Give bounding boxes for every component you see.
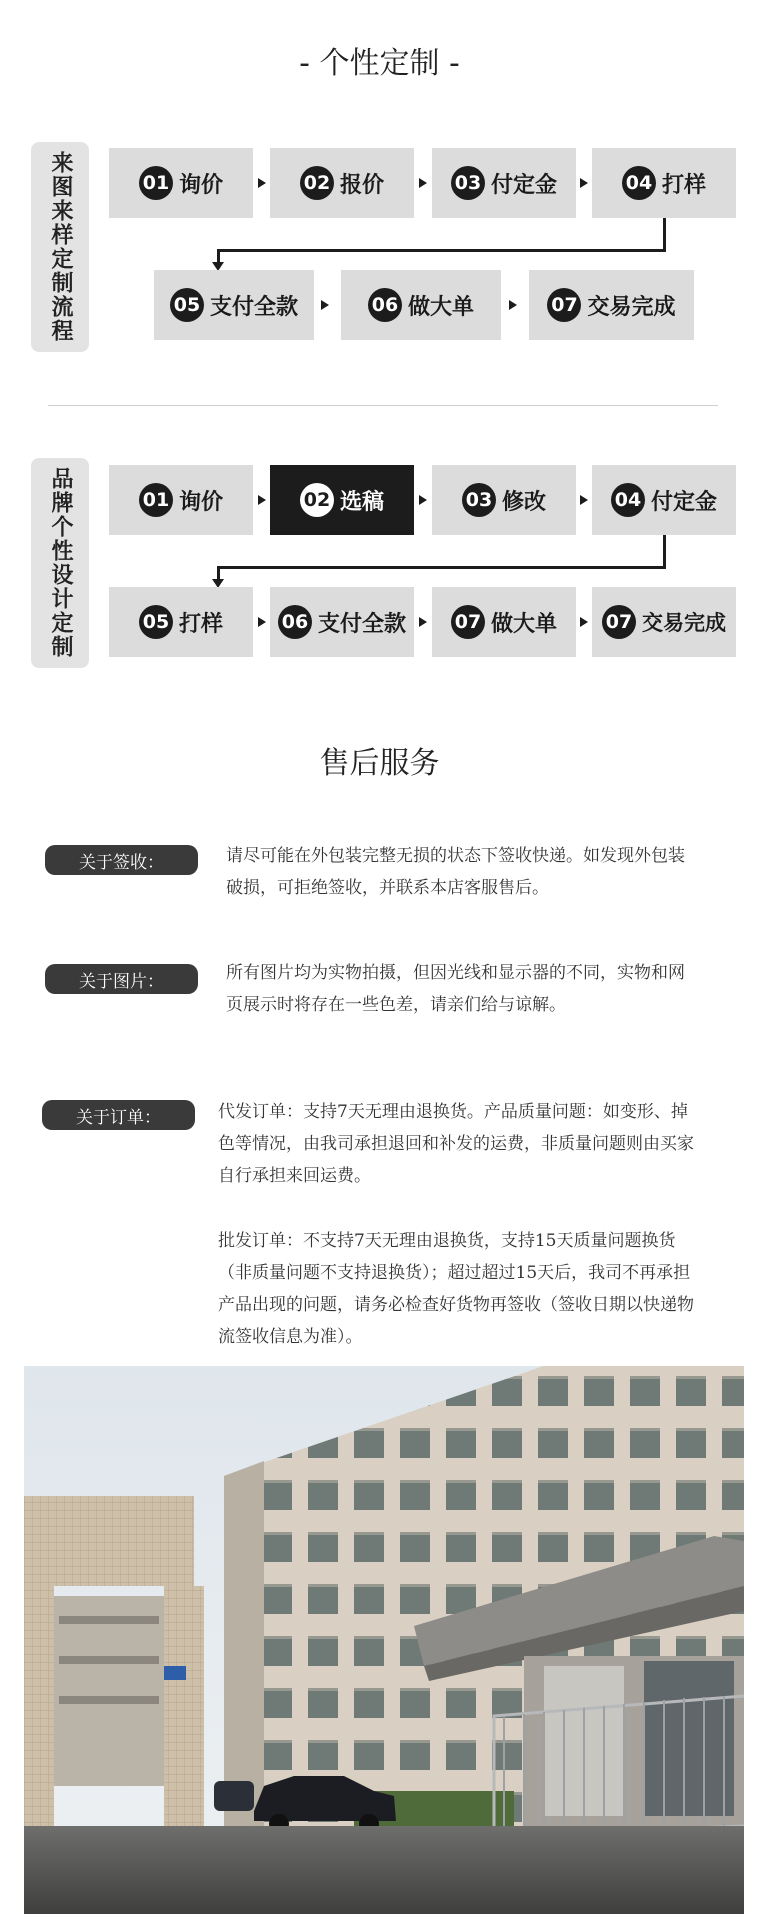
step-number: 01 xyxy=(139,166,173,200)
factory-photo xyxy=(24,1366,744,1914)
connector-line xyxy=(217,249,666,252)
after-sales-title: 售后服务 xyxy=(319,746,440,781)
flow1-step-5 xyxy=(154,270,314,340)
flow2-step-2 xyxy=(270,465,414,535)
flow2-step-8 xyxy=(592,587,736,657)
arrow-right-icon xyxy=(258,178,266,188)
flow2-step-1 xyxy=(109,465,253,535)
step-label: 支付全款 xyxy=(209,294,298,320)
flow2-side-label: 品牌个性设计定制 xyxy=(31,458,89,668)
connector-line xyxy=(217,249,220,263)
connector-line xyxy=(663,218,666,252)
flow1-step-2 xyxy=(270,148,414,218)
order-label-badge: 关于订单： xyxy=(42,1100,195,1130)
photo-label-badge: 关于图片： xyxy=(45,964,198,994)
arrow-right-icon xyxy=(419,178,427,188)
step-label: 选稿 xyxy=(339,489,384,515)
step-label: 做大单 xyxy=(407,294,474,320)
flow2-step-4 xyxy=(592,465,736,535)
connector-line xyxy=(663,535,666,569)
arrow-right-icon xyxy=(509,300,517,310)
sign-label-badge: 关于签收： xyxy=(45,845,198,875)
flow1-step-6 xyxy=(341,270,501,340)
step-number: 07 xyxy=(602,605,636,639)
flow2-step-5 xyxy=(109,587,253,657)
flow1-step-4 xyxy=(592,148,736,218)
flow2-step-7 xyxy=(432,587,576,657)
step-number: 07 xyxy=(547,288,581,322)
arrow-right-icon xyxy=(321,300,329,310)
arrow-right-icon xyxy=(258,495,266,505)
connector-line xyxy=(217,566,666,569)
section-divider xyxy=(48,405,718,406)
step-number: 06 xyxy=(368,288,402,322)
step-number: 03 xyxy=(451,166,485,200)
arrow-right-icon xyxy=(580,617,588,627)
step-number: 02 xyxy=(300,483,334,517)
step-number: 04 xyxy=(622,166,656,200)
step-label: 询价 xyxy=(178,489,223,515)
flow1-step-3 xyxy=(432,148,576,218)
step-label: 打样 xyxy=(178,611,223,637)
step-number: 04 xyxy=(611,483,645,517)
step-label: 付定金 xyxy=(490,172,557,198)
order-text-wholesale: 批发订单：不支持7天无理由退换货，支持15天质量问题换货（非质量问题不支持退换货）；超过超过15天后，我司不再承担产品出现的问题，请务必检查好货物再签收（签收日期以快递物流签收信息为准）。 xyxy=(218,1231,694,1347)
flow1-side-label: 来图来样定制流程 xyxy=(31,142,89,352)
arrow-right-icon xyxy=(419,617,427,627)
step-label: 报价 xyxy=(339,172,384,198)
step-label: 修改 xyxy=(501,489,546,515)
step-number: 03 xyxy=(462,483,496,517)
step-label: 交易完成 xyxy=(587,294,676,320)
step-label: 付定金 xyxy=(650,489,717,515)
flow1-step-1 xyxy=(109,148,253,218)
arrow-right-icon xyxy=(258,617,266,627)
step-label: 交易完成 xyxy=(642,611,726,635)
section-title: - 个性定制 - xyxy=(299,46,460,81)
step-number: 05 xyxy=(170,288,204,322)
arrow-right-icon xyxy=(419,495,427,505)
step-number: 02 xyxy=(300,166,334,200)
step-label: 支付全款 xyxy=(317,611,406,637)
photo-text: 所有图片均为实物拍摄，但因光线和显示器的不同，实物和网页展示时将存在一些色差，请亲们给与谅解。 xyxy=(226,963,685,1015)
flow1-step-7 xyxy=(529,270,694,340)
factory-building-image xyxy=(24,1366,744,1914)
arrow-right-icon xyxy=(580,495,588,505)
step-number: 07 xyxy=(451,605,485,639)
step-label: 询价 xyxy=(178,172,223,198)
step-number: 01 xyxy=(139,483,173,517)
step-label: 打样 xyxy=(661,172,706,198)
order-text-dropship: 代发订单：支持7天无理由退换货。产品质量问题：如变形、掉色等情况，由我司承担退回和补发的运费，非质量问题则由买家自行承担来回运费。 xyxy=(218,1102,694,1186)
flow2-step-6 xyxy=(270,587,414,657)
step-number: 06 xyxy=(278,605,312,639)
sign-text: 请尽可能在外包装完整无损的状态下签收快递。如发现外包装破损，可拒绝签收，并联系本店客服售后。 xyxy=(226,846,685,898)
step-label: 做大单 xyxy=(490,611,557,637)
connector-line xyxy=(217,566,220,580)
arrow-right-icon xyxy=(580,178,588,188)
step-number: 05 xyxy=(139,605,173,639)
flow2-step-3 xyxy=(432,465,576,535)
